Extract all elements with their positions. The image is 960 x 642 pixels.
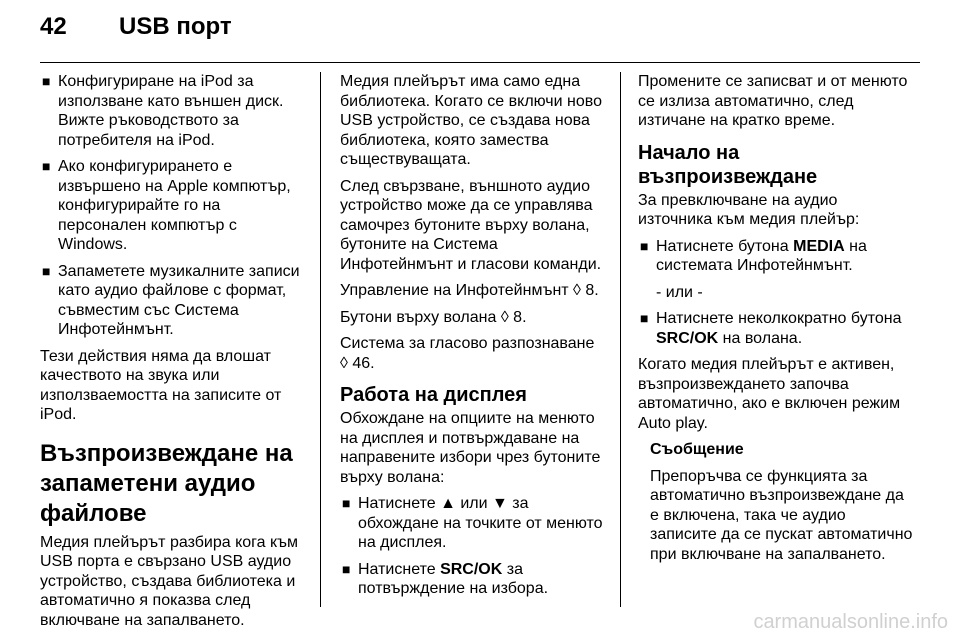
cross-reference: Управление на Инфотейнмънт ◊ 8. — [340, 282, 599, 299]
column-2 — [340, 72, 605, 606]
paragraph: За превключване на аудио източника към медия плейър: — [638, 191, 860, 228]
bullet-icon: ■ — [42, 158, 51, 174]
or-separator: - или - — [656, 283, 703, 301]
bullet-icon: ■ — [42, 73, 51, 89]
bullet-icon: ■ — [342, 495, 351, 511]
column-3 — [638, 72, 914, 571]
bullet-icon: ■ — [42, 262, 51, 279]
section-heading: Работа на дисплея — [340, 384, 527, 406]
bullet-icon: ■ — [342, 560, 351, 577]
column-divider — [620, 72, 621, 607]
cross-reference: Бутони върху волана ◊ 8. — [340, 308, 527, 326]
paragraph: Тези действия няма да влошат качеството на звука или използваемостта на записите от iPod. — [40, 347, 282, 423]
list-item: ■ Запаметете музикалните записи като аудио файлове с формат, съвместим със Система Инфотейнмънт. — [42, 262, 300, 338]
list-item: ■ Ако конфигурирането е извършено на Apple компютър, конфигурирайте го на персонален компютър с Windows. — [42, 158, 291, 253]
list-item: ■ Натиснете SRC/OK за потвърждение на избора. — [342, 560, 549, 597]
note-box — [638, 440, 914, 564]
list-item: ■ Конфигуриране на iPod за използване като външен диск. Вижте ръководството за потребителя на iPod. — [42, 73, 284, 149]
note-title: Съобщение — [650, 441, 744, 458]
paragraph: Медия плейърът разбира кога към USB порта е свързано USB аудио устройство, създава библиотека и автоматично я показва след включване на запалването. — [40, 533, 298, 629]
page-title: USB порт — [119, 13, 232, 40]
bullet-icon: ■ — [640, 310, 649, 326]
bullet-icon: ■ — [640, 237, 649, 254]
list-item: ■ Натиснете бутона MEDIA на системата Инфотейнмънт. — [640, 237, 867, 274]
paragraph: След свързване, външното аудио устройство може да се управлява самочрез бутоните върху волана, бутоните на Система Инфотейнмънт и гласови команди. — [340, 177, 602, 273]
section-heading: Начало на възпроизвеждане — [638, 141, 818, 188]
column-divider — [320, 72, 321, 607]
watermark: carmanualsonline.info — [753, 611, 948, 633]
header-rule — [40, 62, 920, 63]
list-item: ■ Натиснете ▲ или ▼ за обхождане на точките от менюто на дисплея. — [342, 495, 603, 551]
paragraph: Обхождане на опциите на менюто на дисплея и потвърждаване на направените избори чрез бутоните върху волана: — [340, 410, 601, 486]
section-heading: Възпроизвеждане на запаметени аудио файлове — [40, 439, 293, 527]
column-1 — [40, 72, 302, 637]
paragraph: Медия плейърът има само една библиотека. Когато се включи ново USB устройство, се създава нова библиотека, която замества съществуващата. — [340, 73, 602, 168]
cross-reference: Система за гласово разпознаване ◊ 46. — [340, 335, 595, 372]
list-item: ■ Натиснете неколкократно бутона SRC/OK на волана. — [640, 310, 902, 347]
page-number: 42 — [40, 13, 67, 40]
paragraph: Когато медия плейърът е активен, възпроизвеждането започва автоматично, ако е включен режим Auto play. — [638, 356, 901, 432]
paragraph: Промените се записват и от менюто се излиза автоматично, след изтичане на кратко време. — [638, 73, 908, 129]
note-text: Препоръчва се функцията за автоматично възпроизвеждане да е включена, така че аудио записите да се пускат автоматично при включване на запалването. — [650, 467, 913, 563]
